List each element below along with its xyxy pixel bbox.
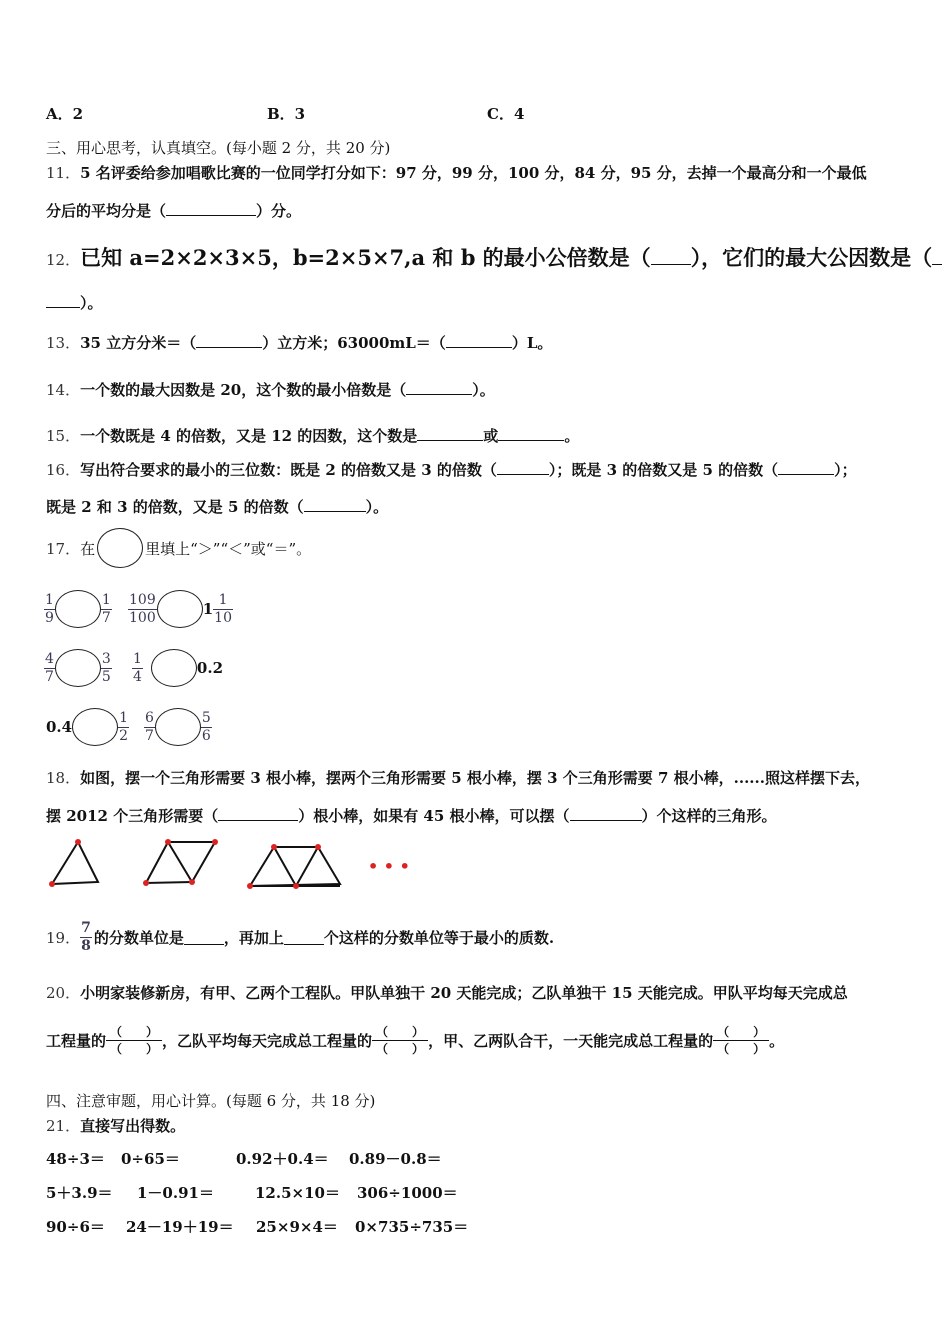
question-18-line1 [46, 767, 870, 788]
question-number: 11． [46, 164, 81, 182]
fraction: $\frac{1}{2}$ [119, 709, 129, 744]
q14-text-a: 一个数的最大因数是 20，这个数的最小倍数是（ [80, 381, 407, 399]
answer-blank[interactable] [166, 201, 256, 216]
q13-text-b: ）立方米；63000mL＝（ [262, 334, 446, 352]
q11-text2a: 分后的平均分是（ [46, 202, 167, 220]
answer-fraction-blank[interactable]: （ ） （ ） [106, 1024, 162, 1057]
question-11-line1 [46, 162, 867, 183]
answer-blank[interactable] [778, 460, 834, 475]
calc-item: 306÷1000＝ [357, 1184, 458, 1202]
q15-text-b: 或 [483, 427, 499, 445]
q17-text-b: 里填上“＞”“＜”或“＝”。 [145, 539, 312, 558]
q15-text-a: 一个数既是 4 的倍数，又是 12 的因数，这个数是 [80, 427, 418, 445]
stick-joint-dot [315, 844, 321, 850]
question-19 [46, 920, 554, 955]
section-3-title: 三、用心思考，认真填空。(每小题 2 分，共 20 分) [46, 139, 391, 157]
answer-blank[interactable] [417, 426, 483, 441]
answer-blank[interactable] [46, 293, 80, 308]
calc-item: 0.89－0.8＝ [349, 1150, 442, 1168]
fraction: $\frac{1}{4}$ [133, 650, 142, 685]
q16-text-e: ）。 [365, 498, 389, 516]
answer-blank[interactable] [284, 930, 324, 945]
compare-oval[interactable] [55, 590, 101, 628]
calc-item: 90÷6＝ [46, 1218, 105, 1236]
q18-text1: 如图，摆一个三角形需要 3 根小棒，摆两个三角形需要 5 根小棒，摆 3 个三角形需要 7 根小棒，......照这样摆下去， [80, 769, 870, 787]
compare-oval[interactable] [151, 649, 197, 687]
answer-blank[interactable] [304, 497, 366, 512]
section-4-title: 四、注意审题，用心计算。(每题 6 分，共 18 分) [46, 1092, 376, 1110]
question-number: 14． [46, 381, 81, 399]
compare-item-6 [144, 708, 212, 746]
compare-item-4 [132, 649, 223, 687]
q12-text1: 已知 a=2×2×3×5，b=2×5×7,a 和 b 的最小公倍数是（ [80, 245, 651, 270]
q19-text-b: ，再加上 [223, 929, 284, 947]
answer-blank[interactable] [497, 460, 549, 475]
compare-oval[interactable] [72, 708, 118, 746]
stick-joint-dot [293, 883, 299, 889]
question-12-line1 [46, 242, 942, 272]
question-21 [46, 1115, 185, 1136]
q20-text1: 小明家装修新房，有甲、乙两个工程队。甲队单独干 20 天能完成；乙队单独干 15 天能完成。甲队平均每天完成总 [80, 984, 848, 1002]
q14-text-b: ）。 [472, 381, 495, 399]
q16-text-b: ）；既是 3 的倍数又是 5 的倍数（ [548, 461, 779, 479]
answer-blank[interactable] [932, 246, 942, 265]
calc-item: 0.92＋0.4＝ [236, 1150, 329, 1168]
stick-joint-dot [49, 881, 55, 887]
question-20-line2 [46, 1024, 784, 1057]
question-17 [46, 528, 311, 568]
answer-blank[interactable] [498, 426, 564, 441]
q16-text-c: ）； [834, 461, 857, 479]
calc-item: 5＋3.9＝ [46, 1184, 113, 1202]
question-12-line2 [46, 292, 103, 313]
q18-text2c: ）个这样的三角形。 [641, 807, 777, 825]
question-number: 18． [46, 769, 81, 787]
fraction: $\frac{1}{9}$ [45, 591, 54, 626]
triangle-stick-figure [40, 834, 420, 894]
stick [274, 847, 296, 886]
q20-text-b: ，乙队平均每天完成总工程量的 [162, 1032, 373, 1050]
answer-blank[interactable] [184, 930, 224, 945]
q16-text-d: 既是 2 和 3 的倍数，又是 5 的倍数（ [46, 498, 304, 516]
q20-text-c: ，甲、乙两队合干，一天能完成总工程量的 [428, 1032, 714, 1050]
fraction: $\frac{6}{7}$ [145, 709, 154, 744]
decimal-value: 0.4 [46, 718, 73, 736]
q19-text-c: 个这样的分数单位等于最小的质数. [323, 929, 555, 947]
answer-blank[interactable] [406, 380, 472, 395]
q13-text-a: 35 立方分米＝（ [80, 334, 197, 352]
question-number: 13． [46, 334, 81, 352]
calc-item: 48÷3＝ [46, 1150, 105, 1168]
question-number: 15． [46, 427, 81, 445]
stick [296, 847, 318, 886]
answer-fraction-blank[interactable]: （ ） （ ） [713, 1024, 769, 1057]
q11-text2b: ）分。 [256, 202, 302, 220]
question-16-line1 [46, 459, 857, 480]
continuation-dots: • • • [368, 857, 410, 876]
stick-joint-dot [212, 839, 218, 845]
q11-text1: 5 名评委给参加唱歌比赛的一位同学打分如下：97 分，99 分，100 分，84 分，95 分，去掉一个最高分和一个最低 [80, 164, 867, 182]
q12-text3: ）。 [80, 294, 103, 312]
q18-text2b: ）根小棒，如果有 45 根小棒，可以摆（ [298, 807, 570, 825]
question-16-line2 [46, 496, 388, 517]
question-15 [46, 425, 579, 446]
question-11-line2 [46, 200, 301, 221]
calc-item: 0÷65＝ [121, 1150, 180, 1168]
fraction: $\frac{1}{10}$ [214, 591, 232, 626]
fraction: $\frac{5}{6}$ [201, 709, 211, 744]
q20-text-a: 工程量的 [46, 1032, 107, 1050]
compare-oval[interactable] [55, 649, 101, 687]
fraction: $\frac{3}{5}$ [101, 650, 111, 685]
stick-joint-dot [189, 879, 195, 885]
calc-item: 12.5×10＝ [255, 1184, 340, 1202]
question-14 [46, 379, 495, 400]
q15-text-c: 。 [564, 427, 580, 445]
answer-blank[interactable] [218, 806, 298, 821]
calc-item: 24－19＋19＝ [126, 1218, 234, 1236]
question-20-line1 [46, 982, 848, 1003]
question-number: 21． [46, 1117, 81, 1135]
stick-joint-dot [143, 880, 149, 886]
answer-blank[interactable] [196, 333, 262, 348]
q17-text-a: 在 [80, 539, 96, 558]
compare-oval-icon [97, 528, 143, 568]
option-a: A．2 [46, 105, 84, 123]
question-13 [46, 332, 552, 353]
triangle-1 [52, 842, 98, 884]
option-c: C．4 [487, 105, 525, 123]
compare-oval[interactable] [155, 708, 201, 746]
question-number: 20． [46, 984, 81, 1002]
question-number: 17． [46, 539, 81, 558]
compare-item-3 [44, 649, 112, 687]
q19-text-a: 的分数单位是 [93, 929, 184, 947]
compare-item-5 [46, 708, 129, 746]
fraction: $\frac{7}{8}$ [81, 920, 91, 954]
answer-fraction-blank[interactable]: （ ） （ ） [372, 1024, 428, 1057]
q13-text-c: ）L。 [511, 334, 553, 352]
decimal-value: 0.2 [196, 659, 224, 677]
fraction: $\frac{109}{100}$ [129, 591, 156, 626]
stick-joint-dot [271, 844, 277, 850]
compare-item-2 [128, 590, 233, 628]
answer-blank[interactable] [446, 333, 512, 348]
stick-joint-dot [75, 839, 81, 845]
calc-item: 0×735÷735＝ [355, 1218, 469, 1236]
q16-text-a: 写出符合要求的最小的三位数：既是 2 的倍数又是 3 的倍数（ [80, 461, 497, 479]
question-number: 19． [46, 929, 81, 947]
question-number: 12． [46, 251, 81, 269]
fraction: $\frac{4}{7}$ [45, 650, 54, 685]
stick [168, 842, 192, 882]
question-18-line2 [46, 805, 777, 826]
answer-blank[interactable] [651, 246, 691, 265]
option-b: B．3 [267, 105, 306, 123]
answer-blank[interactable] [570, 806, 642, 821]
triangle-trio [250, 847, 340, 886]
question-number: 16． [46, 461, 81, 479]
fraction: $\frac{1}{7}$ [101, 591, 111, 626]
calc-item: 25×9×4＝ [256, 1218, 338, 1236]
whole-number: 1 [202, 600, 214, 618]
stick-joint-dot [247, 883, 253, 889]
compare-oval[interactable] [157, 590, 203, 628]
compare-item-1 [44, 590, 112, 628]
calc-item: 1－0.91＝ [137, 1184, 214, 1202]
q12-text2: ），它们的最大公因数是（ [690, 245, 933, 270]
stick-joint-dot [165, 839, 171, 845]
q20-text-d: 。 [769, 1032, 785, 1050]
q21-text: 直接写出得数。 [80, 1117, 186, 1135]
q18-text2a: 摆 2012 个三角形需要（ [46, 807, 219, 825]
